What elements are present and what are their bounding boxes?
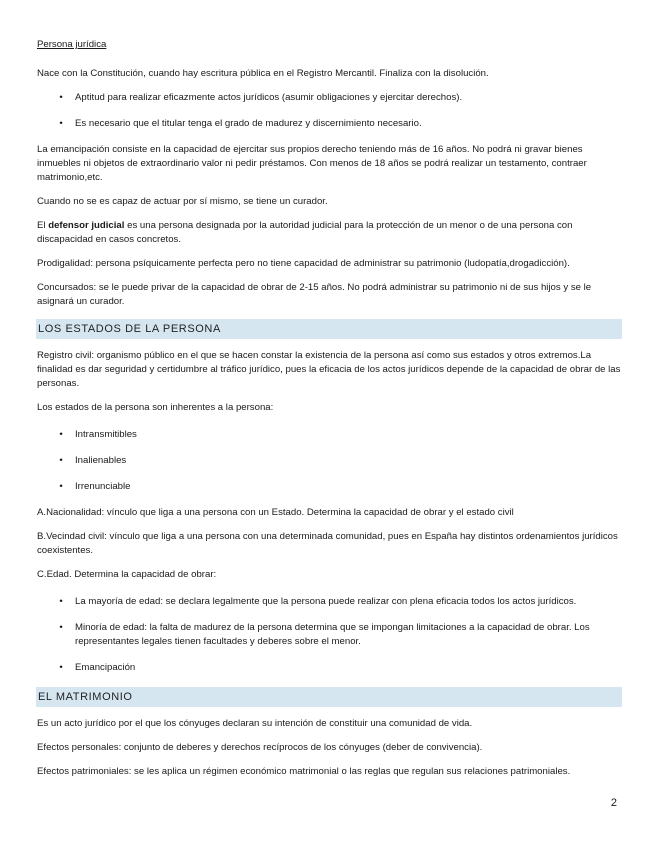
paragraph-vecindad: B.Vecindad civil: vínculo que liga a una persona con una determinada comunidad, pues en España hay distintos ordenamientos jurídicos coexistentes. [37, 531, 618, 556]
list-item: • La mayoría de edad: se declara legalmente que la persona puede realizar con plena eficacia todos los actos jurídicos. [37, 595, 621, 609]
list-item: • Intransmitibles [37, 428, 621, 442]
paragraph-nacionalidad: A.Nacionalidad: vínculo que liga a una persona con un Estado. Determina la capacidad de obrar y el estado civil [37, 507, 514, 518]
paragraph-matrimonio: Es un acto jurídico por el que los cónyuges declaran su intención de constituir una comunidad de vida. [37, 718, 473, 729]
paragraph-edad: C.Edad. Determina la capacidad de obrar: [37, 569, 217, 580]
paragraph-emancipacion: La emancipación consiste en la capacidad de ejercitar sus propios derecho teniendo más de 16 años. No podrá ni gravar bienes inmuebles ni objetos de extraordinario valor ni pedir préstamos. Con menos de 18 años se podrá realizar un testamento, contraer matrimonio,etc. [37, 144, 587, 183]
document-page [37, 38, 621, 789]
paragraph-estados: Los estados de la persona son inherentes a la persona: [37, 402, 274, 413]
paragraph-efectos-personales: Efectos personales: conjunto de deberes y derechos recíprocos de los cónyuges (deber de convivencia). [37, 742, 483, 753]
paragraph-registro: Registro civil: organismo público en el que se hacen constar la existencia de la persona así como sus estados y otros extremos.La finalidad es dar seguridad y certidumbre al tráfico jurídico, pues la eficacia de los actos jurídicos depende de la capacidad de obrar de las personas. [37, 350, 621, 389]
list-item: • Aptitud para realizar eficazmente actos jurídicos (asumir obligaciones y ejercitar derechos). [37, 91, 621, 105]
bullet-icon: • [59, 429, 63, 440]
paragraph-curador: Cuando no se es capaz de actuar por sí mismo, se tiene un curador. [37, 196, 328, 207]
paragraph-nace: Nace con la Constitución, cuando hay escritura pública en el Registro Mercantil. Finaliza con la disolución. [37, 68, 489, 79]
bullet-icon: • [59, 118, 63, 129]
bullet-icon: • [59, 92, 63, 103]
bullet-icon: • [59, 596, 63, 607]
paragraph-concursados: Concursados: se le puede privar de la capacidad de obrar de 2-15 años. No podrá administrar su patrimonio ni de sus hijos y se le asignará un curador. [37, 282, 592, 307]
bullet-icon: • [59, 662, 63, 673]
heading-estados-persona: LOS ESTADOS DE LA PERSONA [36, 319, 622, 339]
bold-term: defensor judicial [48, 220, 125, 231]
paragraph-prodigalidad: Prodigalidad: persona psíquicamente perfecta pero no tiene capacidad de administrar su patrimonio (ludopatía,drogadicción). [37, 258, 570, 269]
bullet-icon: • [59, 481, 63, 492]
section-title: Persona jurídica [37, 39, 107, 50]
bullet-list-capacidad [37, 91, 621, 131]
list-item: • Emancipación [37, 661, 621, 675]
heading-matrimonio: EL MATRIMONIO [36, 687, 622, 707]
list-item: • Inalienables [37, 454, 621, 468]
bullet-list-edad [37, 595, 621, 675]
list-item: • Irrenunciable [37, 480, 621, 494]
list-item: • Es necesario que el titular tenga el grado de madurez y discernimiento necesario. [37, 117, 621, 131]
list-item: • Minoría de edad: la falta de madurez de la persona determina que se impongan limitaciones a la capacidad de obrar. Los representantes legales tienen facultades y deberes sobre el menor. [37, 621, 621, 649]
page-number: 2 [610, 797, 617, 809]
paragraph-efectos-patrimoniales: Efectos patrimoniales: se les aplica un régimen económico matrimonial o las reglas que regulan sus relaciones patrimoniales. [37, 766, 571, 777]
paragraph-defensor: El defensor judicial es una persona designada por la autoridad judicial para la protección de un menor o de una persona con discapacidad en casos concretos. [37, 220, 573, 245]
bullet-icon: • [59, 622, 63, 633]
bullet-icon: • [59, 455, 63, 466]
bullet-list-estados [37, 428, 621, 494]
